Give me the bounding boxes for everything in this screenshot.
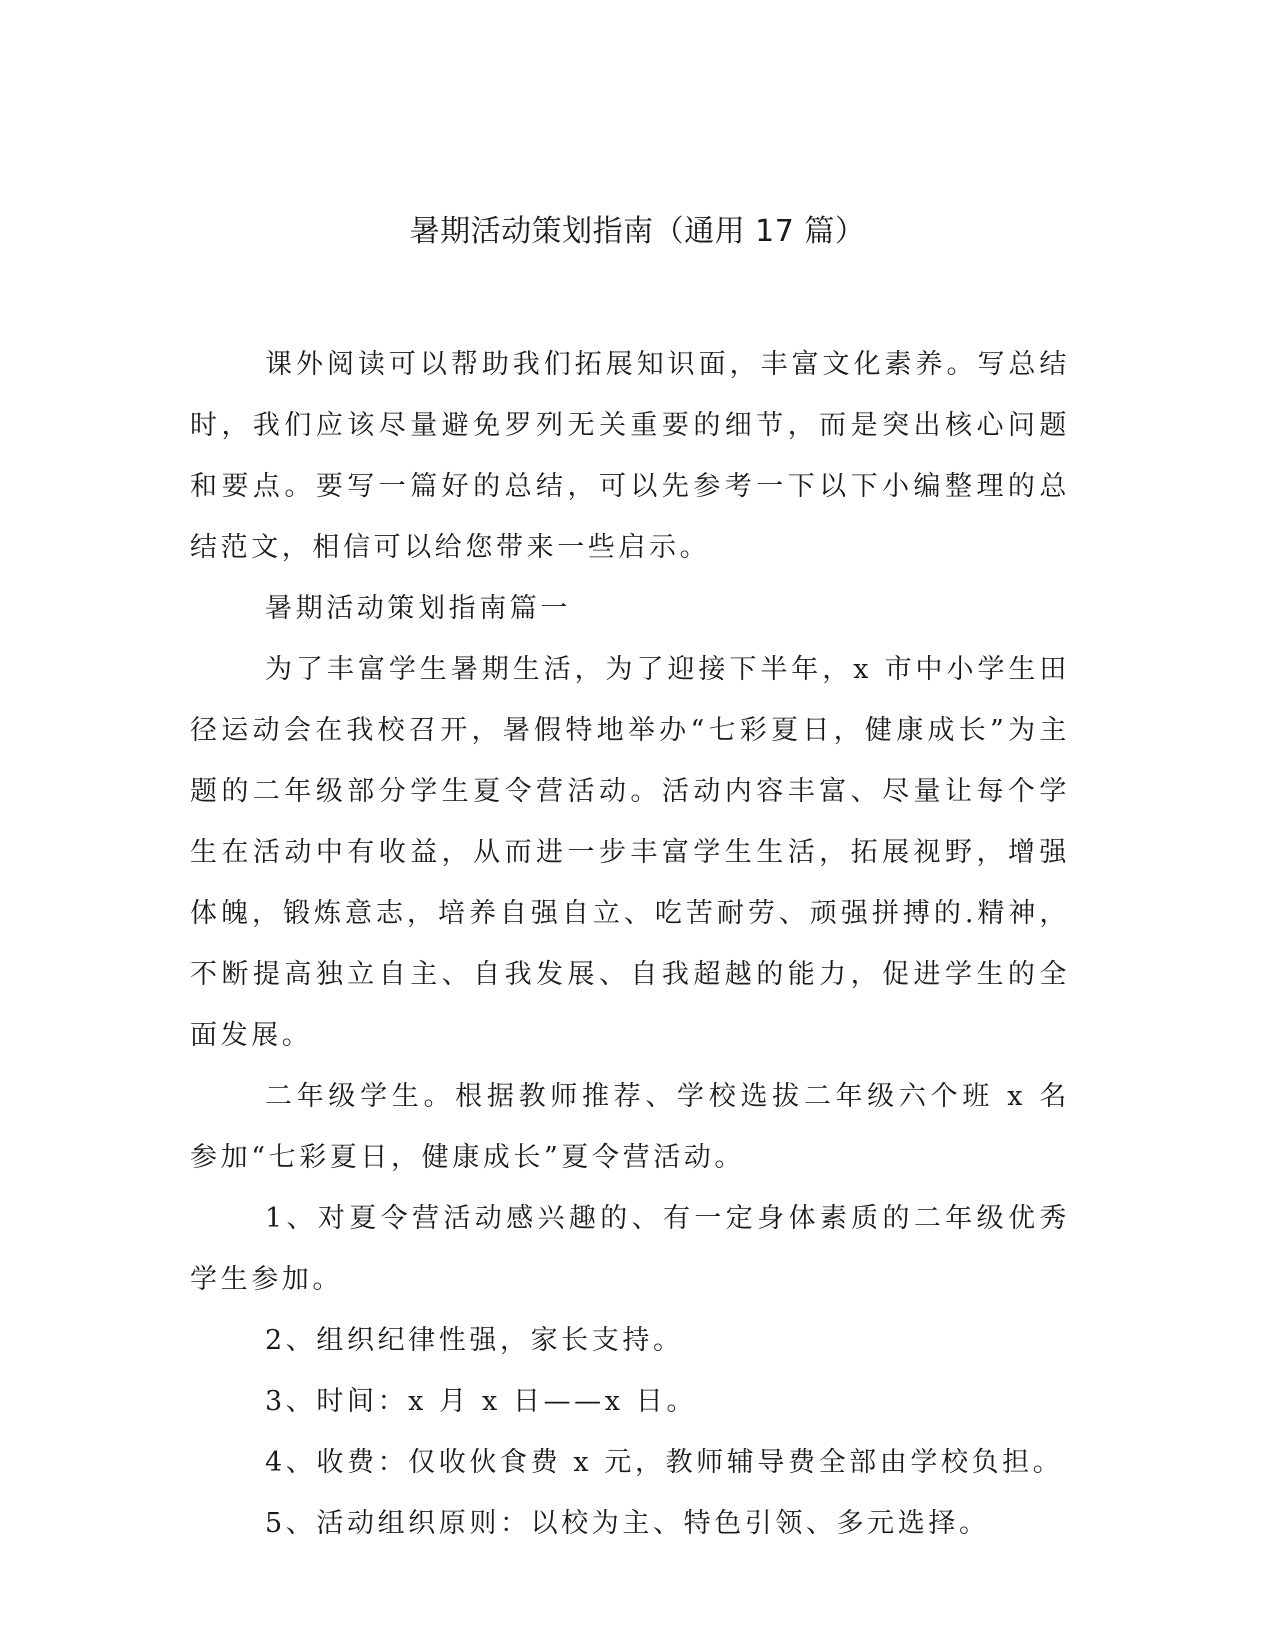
list-item: 4、收费：仅收伙食费 x 元，教师辅导费全部由学校负担。 [265,1447,1064,1478]
intro-paragraph: 课外阅读可以帮助我们拓展知识面，丰富文化素养。写总结时，我们应该尽量避免罗列无关重要的细节，而是突出核心问题和要点。要写一篇好的总结，可以先参考一下以下小编整理的总结范文，相信可以给您带来一些启示。 [190,349,1070,563]
body-paragraph: 二年级学生。根据教师推荐、学校选拔二年级六个班 x 名参加“七彩夏日，健康成长”夏令营活动。 [190,1081,1070,1173]
list-item: 5、活动组织原则：以校为主、特色引领、多元选择。 [265,1508,990,1539]
document-title: 暑期活动策划指南（通用 17 篇） [409,214,866,249]
section-heading: 暑期活动策划指南篇一 [265,593,571,624]
list-item: 1、对夏令营活动感兴趣的、有一定身体素质的二年级优秀学生参加。 [190,1203,1070,1295]
list-item: 3、时间：x 月 x 日——x 日。 [265,1386,697,1417]
body-paragraph: 为了丰富学生暑期生活，为了迎接下半年，x 市中小学生田径运动会在我校召开，暑假特地举办“七彩夏日，健康成长”为主题的二年级部分学生夏令营活动。活动内容丰富、尽量让每个学生在活动中有收益，从而进一步丰富学生生活，拓展视野，增强体魄，锻炼意志，培养自强自立、吃苦耐劳、顽强拼搏的.精神，不断提高独立自主、自我发展、自我超越的能力，促进学生的全面发展。 [190,654,1070,1051]
document-body [190,334,1070,1554]
list-item: 2、组织纪律性强，家长支持。 [265,1325,684,1356]
